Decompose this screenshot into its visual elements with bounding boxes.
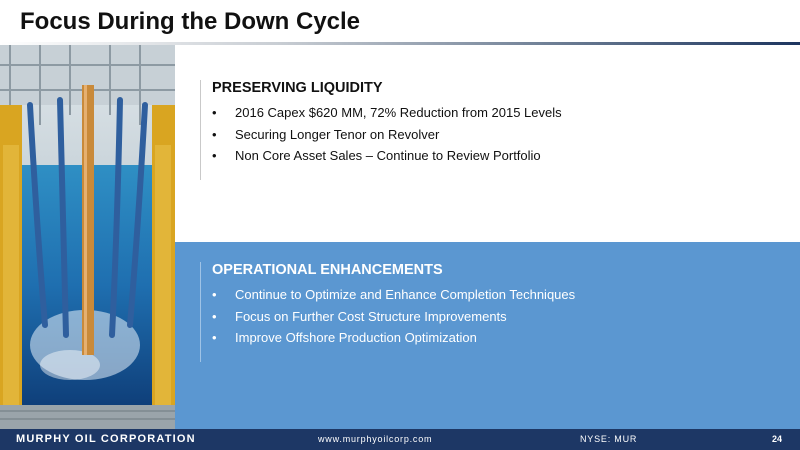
list-item <box>212 145 790 167</box>
list-item <box>212 306 790 328</box>
list-item-text: 2016 Capex $620 MM, 72% Reduction from 2015 Levels <box>235 105 562 120</box>
list-item-text: Focus on Further Cost Structure Improvements <box>235 308 507 324</box>
slide-title: Focus During the Down Cycle <box>20 8 361 35</box>
bullet-glyph: • <box>212 148 217 163</box>
bullet-list <box>200 102 790 167</box>
footer-website: www.murphyoilcorp.com <box>318 434 433 444</box>
list-item <box>212 327 790 349</box>
list-item-text: Securing Longer Tenor on Revolver <box>235 126 440 142</box>
section-heading: PRESERVING LIQUIDITY <box>212 80 383 96</box>
section-accent-bar <box>200 80 201 180</box>
section-accent-bar <box>200 262 201 362</box>
list-item-text: Improve Offshore Production Optimization <box>235 330 477 345</box>
list-item <box>212 124 790 146</box>
bullet-glyph: • <box>212 330 217 345</box>
page-number: 24 <box>772 434 783 444</box>
bullet-glyph: • <box>212 126 217 142</box>
section-preserving-liquidity <box>200 78 790 167</box>
bullet-glyph: • <box>212 287 217 302</box>
list-item-text: Non Core Asset Sales – Continue to Review Portfolio <box>235 148 541 163</box>
footer-company-name: MURPHY OIL CORPORATION <box>16 433 196 445</box>
footer-bar <box>0 429 800 450</box>
section-heading: OPERATIONAL ENHANCEMENTS <box>212 262 443 278</box>
list-item <box>212 284 790 306</box>
list-item <box>212 102 790 124</box>
drilling-rig-photo <box>0 45 175 429</box>
bullet-glyph: • <box>212 105 217 120</box>
footer-ticker: NYSE: MUR <box>580 434 638 444</box>
section-operational-enhancements <box>200 260 790 349</box>
bullet-glyph: • <box>212 308 217 324</box>
bullet-list <box>200 284 790 349</box>
list-item-text: Continue to Optimize and Enhance Completion Techniques <box>235 287 576 302</box>
